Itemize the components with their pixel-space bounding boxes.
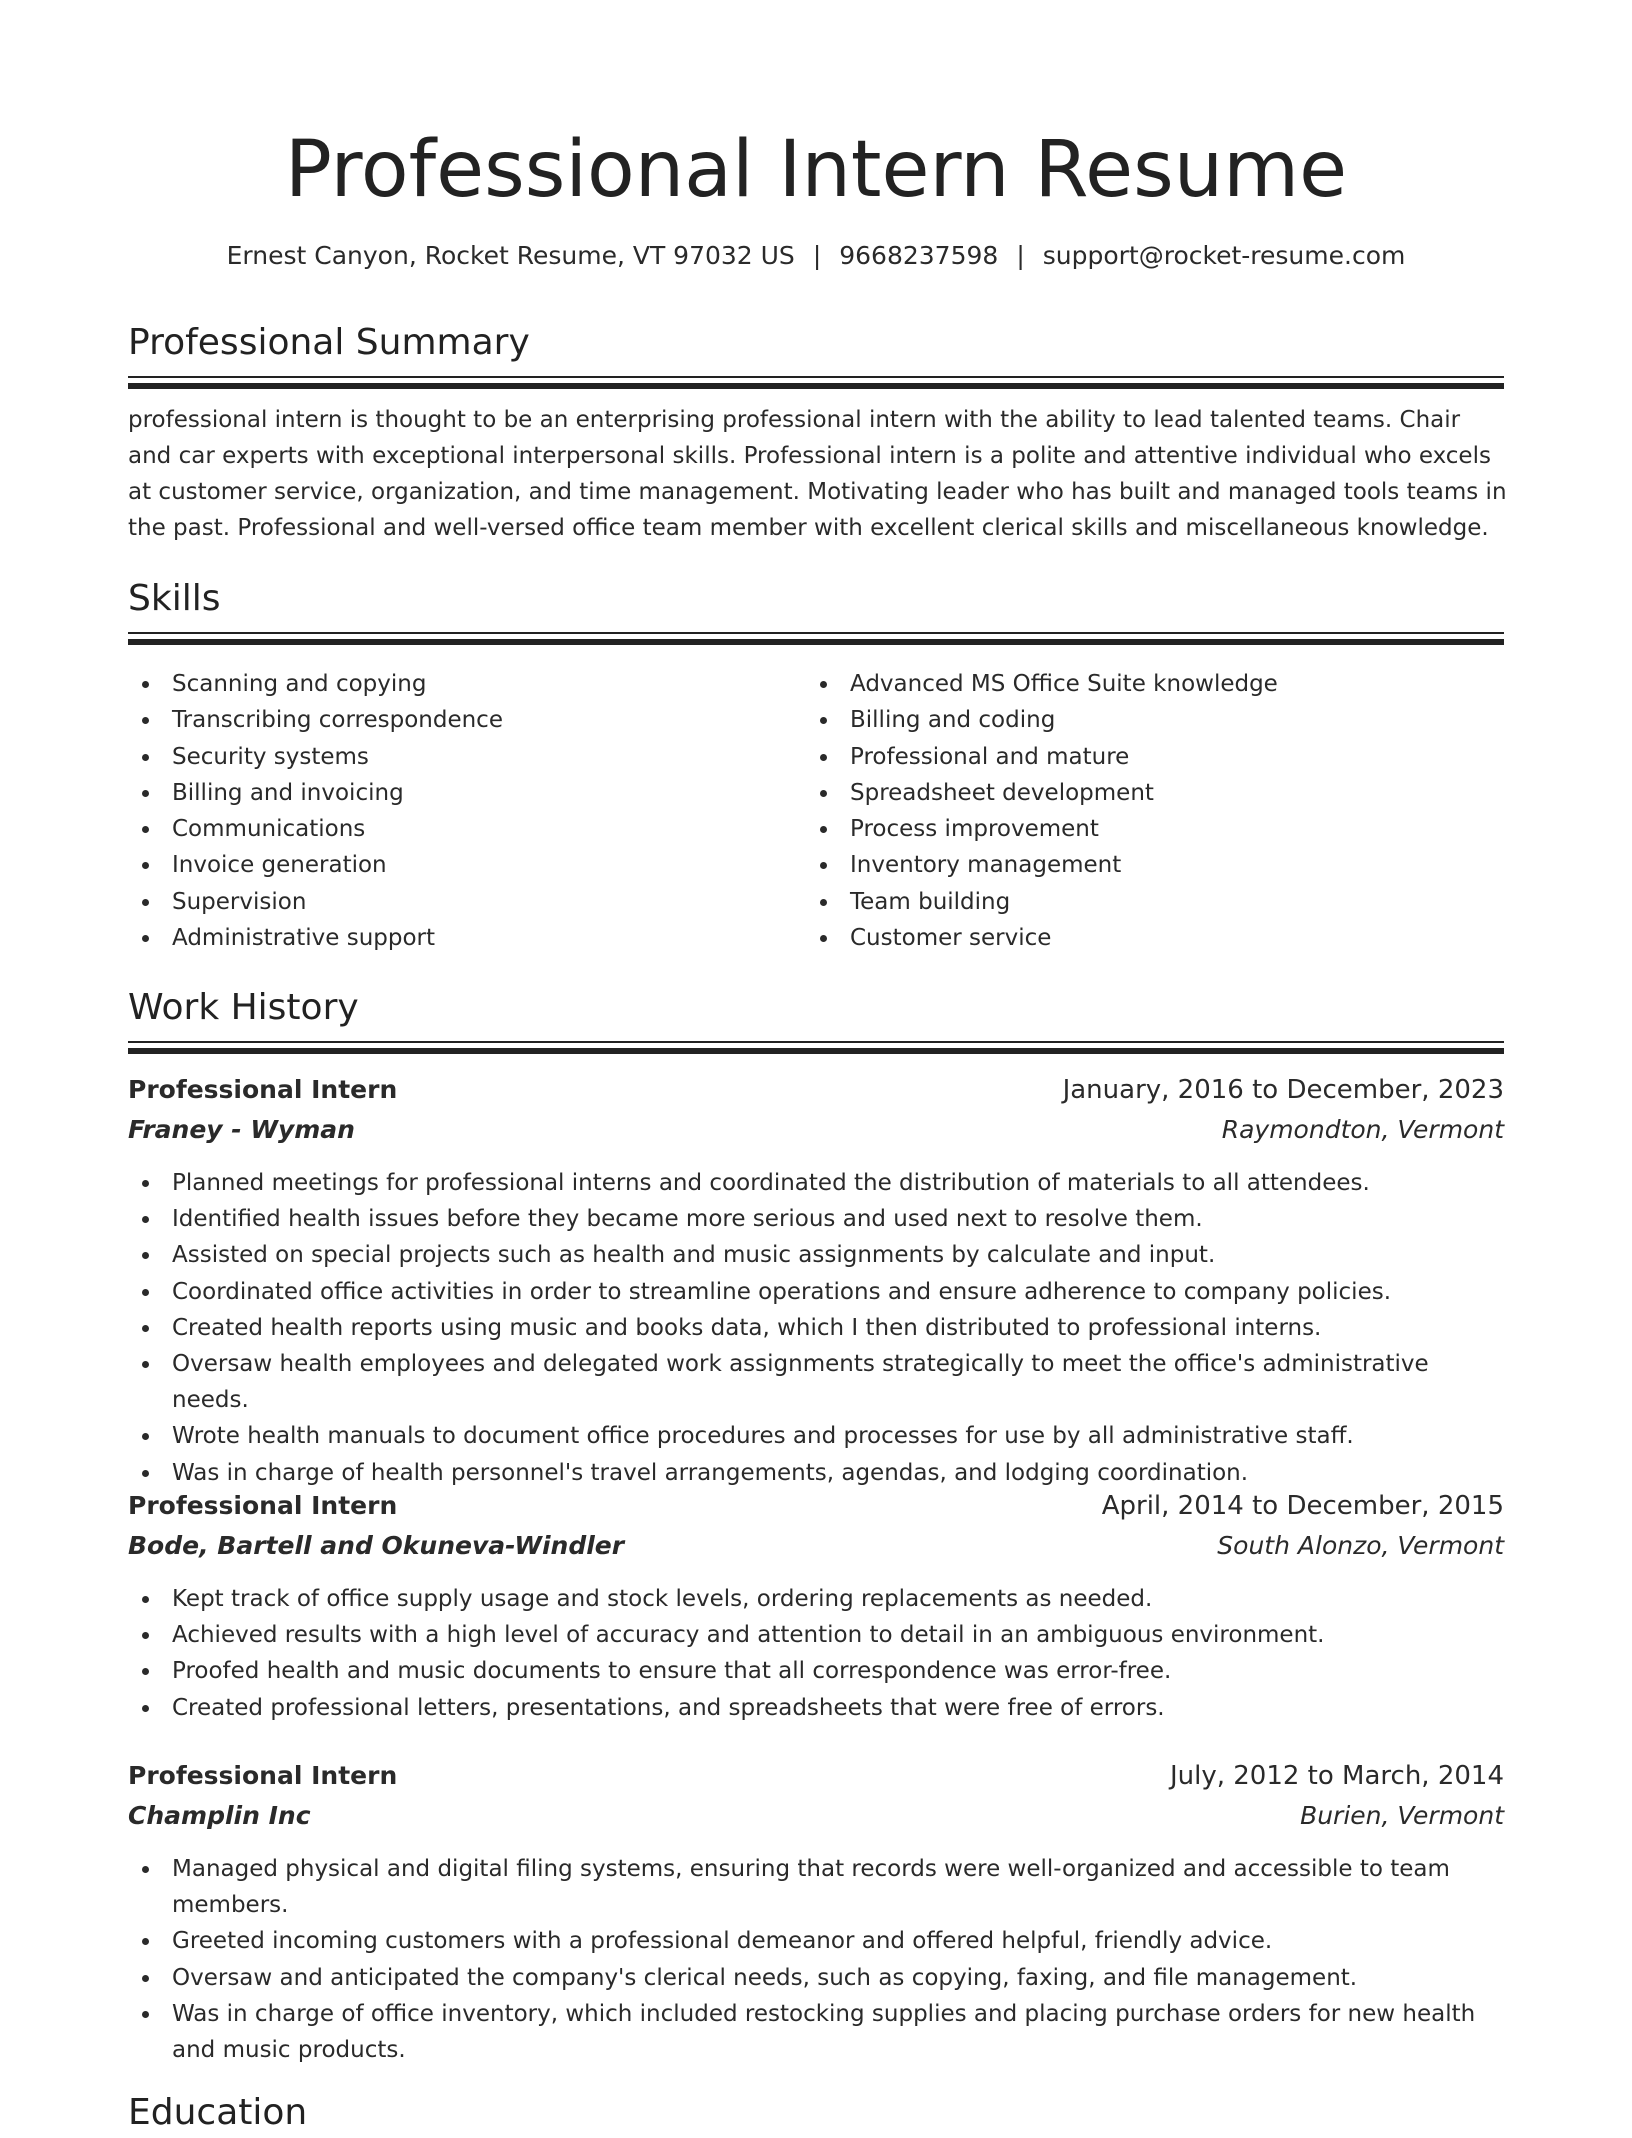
skill-item: Process improvement [806,811,1504,847]
job-bullet: Kept track of office supply usage and stock levels, ordering replacements as needed. [128,1581,1504,1617]
skill-item: Billing and coding [806,702,1504,738]
resume-title: Professional Intern Resume [284,125,1348,215]
education-heading: Education [128,2092,308,2133]
contact-separator: | [1016,241,1025,270]
contact-address: Ernest Canyon, Rocket Resume, VT 97032 US [226,241,795,270]
skill-item: Invoice generation [128,847,788,883]
job-company: Franey - Wyman [128,1115,355,1144]
summary-divider [128,376,1504,389]
contact-separator: | [812,241,822,270]
job-bullet: Created professional letters, presentations, and spreadsheets that were free of errors. [128,1690,1504,1726]
job-bullet: Oversaw and anticipated the company's clerical needs, such as copying, faxing, and file management. [128,1960,1504,1996]
job-company: Bode, Bartell and Okuneva-Windler [128,1531,625,1560]
job-location: Burien, Vermont [1300,1801,1504,1830]
job-location: Raymondton, Vermont [1221,1115,1504,1144]
skill-item: Communications [128,811,788,847]
job-bullet: Planned meetings for professional interns and coordinated the distribution of materials to all attendees. [128,1165,1504,1201]
summary-text: professional intern is thought to be an enterprising professional intern with the ability to lead talented teams. Chair and car experts with exceptional interpersonal skills. Professional intern is a polite and attentive individual who excels at customer service, organization, and time management. Motivating leader who has built and managed tools teams in the past. Professional and well-versed office team member with excellent clerical skills and miscellaneous knowledge. [128,407,1507,541]
job-bullet: Coordinated office activities in order to streamline operations and ensure adherence to company policies. [128,1274,1504,1310]
job-bullet: Created health reports using music and books data, which I then distributed to professional interns. [128,1310,1504,1346]
contact-email: support@rocket-resume.com [1042,241,1406,270]
job-bullet: Proofed health and music documents to ensure that all correspondence was error-free. [128,1653,1504,1689]
job-bullet: Was in charge of office inventory, which included restocking supplies and placing purchase orders for new health and music products. [128,1996,1504,2068]
skill-item: Administrative support [128,920,788,956]
work-history-heading: Work History [128,987,359,1028]
skill-item: Billing and invoicing [128,775,788,811]
job-bullet: Assisted on special projects such as health and music assignments by calculate and input. [128,1237,1504,1273]
skill-item: Spreadsheet development [806,775,1504,811]
job-bullet: Managed physical and digital filing systems, ensuring that records were well-organized and accessible to team members. [128,1851,1504,1923]
job-bullet-list [128,1165,1504,1491]
skills-list-left [128,666,788,956]
job-bullet: Wrote health manuals to document office procedures and processes for use by all administrative staff. [128,1418,1504,1454]
skills-heading: Skills [128,578,221,619]
summary-heading: Professional Summary [128,322,530,363]
skill-item: Security systems [128,739,788,775]
skill-item: Scanning and copying [128,666,788,702]
job-title: Professional Intern [128,1761,398,1790]
skill-item: Inventory management [806,847,1504,883]
job-bullet-list [128,1851,1504,2068]
job-company: Champlin Inc [128,1801,311,1830]
skill-item: Advanced MS Office Suite knowledge [806,666,1504,702]
skills-list-right [806,666,1504,956]
job-dates: January, 2016 to December, 2023 [1062,1075,1504,1105]
skills-divider [128,632,1504,645]
skill-item: Supervision [128,884,788,920]
work-history-divider [128,1041,1504,1054]
job-title: Professional Intern [128,1075,398,1104]
skill-item: Team building [806,884,1504,920]
skill-item: Transcribing correspondence [128,702,788,738]
job-bullet: Greeted incoming customers with a professional demeanor and offered helpful, friendly advice. [128,1923,1504,1959]
job-location: South Alonzo, Vermont [1217,1531,1504,1560]
contact-line [128,236,1504,276]
contact-phone: 9668237598 [839,241,999,270]
skill-item: Customer service [806,920,1504,956]
job-title: Professional Intern [128,1491,398,1520]
job-bullet-list [128,1581,1504,1726]
job-bullet: Oversaw health employees and delegated work assignments strategically to meet the office's administrative needs. [128,1346,1504,1418]
job-bullet: Identified health issues before they became more serious and used next to resolve them. [128,1201,1504,1237]
job-bullet: Achieved results with a high level of accuracy and attention to detail in an ambiguous environment. [128,1617,1504,1653]
skill-item: Professional and mature [806,739,1504,775]
job-dates: July, 2012 to March, 2014 [1169,1761,1504,1791]
job-dates: April, 2014 to December, 2015 [1101,1491,1504,1521]
job-bullet: Was in charge of health personnel's travel arrangements, agendas, and lodging coordination. [128,1455,1504,1491]
